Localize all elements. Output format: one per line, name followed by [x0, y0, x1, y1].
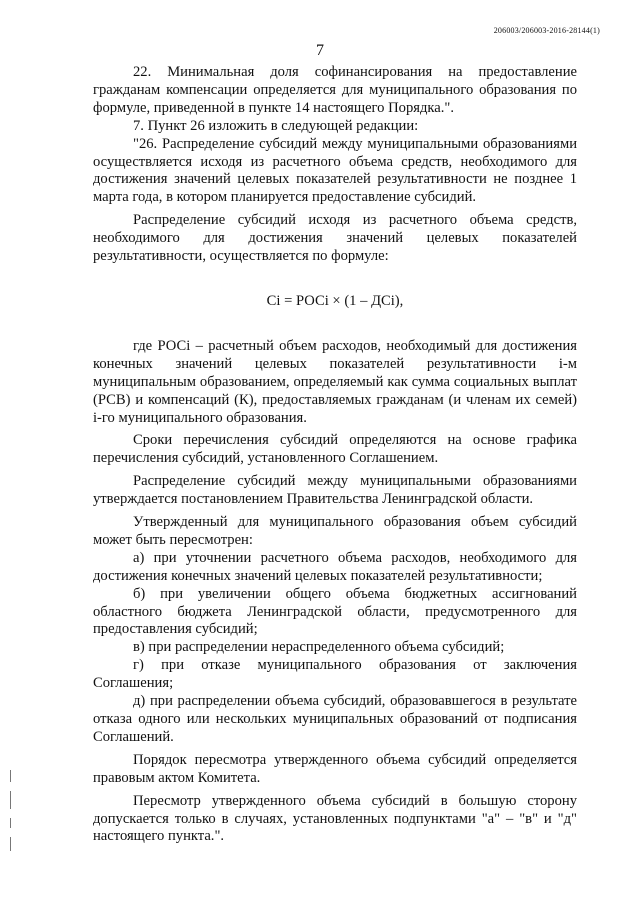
- paragraph-26: "26. Распределение субсидий между муниципальными образованиями осуществляется исходя из расчетного объема средств, необходимого для достижения значений целевых показателей результативности не позднее 1 марта года, в котором планируется предоставление субсидий.: [93, 135, 577, 206]
- list-item-g: г) при отказе муниципального образования от заключения Соглашения;: [93, 657, 577, 692]
- paragraph-distribution-formula-intro: Распределение субсидий исходя из расчетного объема средств, необходимого для достижения значений целевых показателей результативности, осуществляется по формуле:: [93, 212, 577, 265]
- binding-margin-marks: [10, 770, 12, 850]
- paragraph-22: 22. Минимальная доля софинансирования на предоставление гражданам компенсации определяется для муниципального образования по формуле, приведенной в пункте 14 настоящего Порядка.".: [93, 64, 577, 116]
- list-item-b: б) при увеличении общего объема бюджетных ассигнований областного бюджета Ленинградской области, предусмотренного для предоставления субсидий;: [93, 585, 577, 638]
- list-item-v: в) при распределении нераспределенного объема субсидий;: [133, 639, 505, 656]
- paragraph-revision-intro: Утвержденный для муниципального образования объем субсидий может быть пересмотрен:: [93, 514, 577, 548]
- paragraph-item-7: 7. Пункт 26 изложить в следующей редакции:: [133, 117, 419, 134]
- paragraph-revision-upward: Пересмотр утвержденного объема субсидий в большую сторону допускается только в случаях, установленных подпунктами "а" – "в" и "д" настоящего пункта.".: [93, 792, 577, 845]
- paragraph-revision-procedure: Порядок пересмотра утвержденного объема субсидий определяется правовым актом Комитета.: [93, 751, 577, 786]
- list-item-d: д) при распределении объема субсидий, образовавшегося в результате отказа одного или нескольких муниципальных образований от подписания Соглашений.: [93, 693, 577, 745]
- paragraph-formula-explanation: где РОСi – расчетный объем расходов, необходимый для достижения конечных значений целевых показателей результативности i-м муниципальным образованием, определяемый как сумма социальных выплат (РСВ) и компенсаций (К), предоставляемых гражданам (и членам их семей) i-го муниципального образования.: [93, 337, 577, 426]
- paragraph-distribution-approval: Распределение субсидий между муниципальными образованиями утверждается постановлением Правительства Ленинградской области.: [93, 473, 577, 508]
- paragraph-transfer-terms: Сроки перечисления субсидий определяются на основе графика перечисления субсидий, установленного Соглашением.: [93, 432, 577, 467]
- formula: Сi = РОСi × (1 – ДСi),: [266, 292, 404, 309]
- page-number: 7: [316, 42, 324, 59]
- list-item-a: а) при уточнении расчетного объема расходов, необходимого для достижения конечных значений целевых показателей результативности;: [93, 549, 577, 584]
- document-body: [93, 64, 577, 846]
- document-id: 206003/206003-2016-28144(1): [493, 26, 600, 35]
